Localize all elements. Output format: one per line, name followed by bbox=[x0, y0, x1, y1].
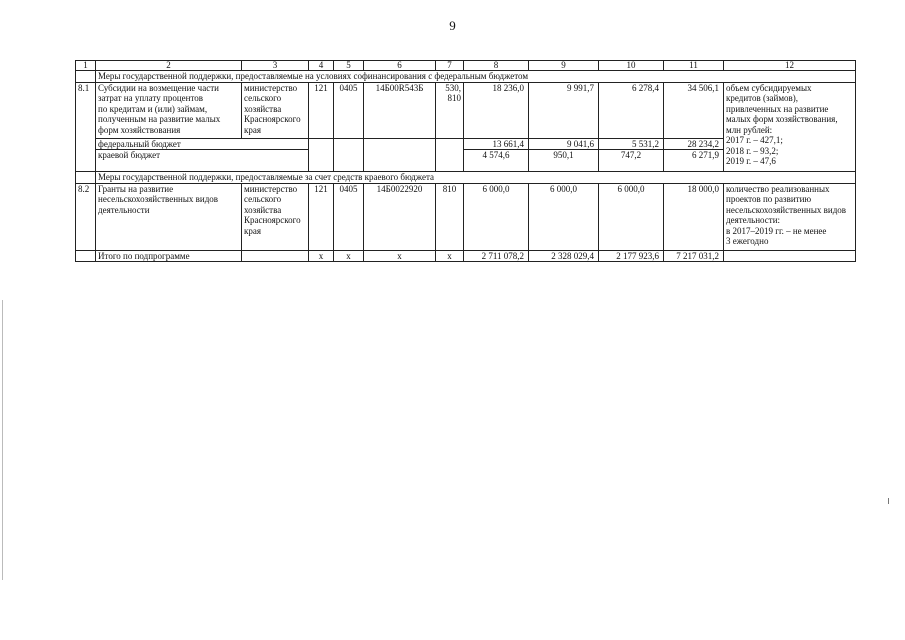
page-number: 9 bbox=[449, 18, 456, 33]
value-2019: 6 278,4 bbox=[599, 82, 664, 138]
expected-result: количество реализованных проектов по развитию несельскохозяйственных видов деятельности: в 2017–2019 гг. – не менее 3 ежегодно bbox=[724, 183, 856, 250]
section-row bbox=[76, 172, 856, 184]
row-number: 8.1 bbox=[76, 82, 96, 138]
regional-2017: 4 574,6 bbox=[464, 150, 529, 172]
value-total: 18 000,0 bbox=[664, 183, 724, 250]
table-row-8-2 bbox=[76, 183, 856, 250]
federal-2017: 13 661,4 bbox=[464, 138, 529, 150]
federal-total: 28 234,2 bbox=[664, 138, 724, 150]
expected-result: объем субсидируемых кредитов (займов), привлеченных на развитие малых форм хозяйствования, млн рублей: 2017 г. – 427,1; 2018 г. – 93,2; 2019 г. – 47,6 bbox=[724, 82, 856, 172]
scan-dot-mark bbox=[888, 498, 889, 504]
total-x: х bbox=[309, 250, 334, 262]
rzpr-code: 0405 bbox=[334, 183, 364, 250]
total-2019: 2 177 923,6 bbox=[599, 250, 664, 262]
regional-2019: 747,2 bbox=[599, 150, 664, 172]
section-title: Меры государственной поддержки, предоставляемые на условиях софинансирования с федеральным бюджетом bbox=[96, 71, 856, 83]
header-row bbox=[76, 61, 856, 71]
header-cell: 7 bbox=[436, 61, 464, 71]
total-x: х bbox=[364, 250, 436, 262]
header-cell: 11 bbox=[664, 61, 724, 71]
federal-2019: 5 531,2 bbox=[599, 138, 664, 150]
value-2017: 18 236,0 bbox=[464, 82, 529, 138]
value-2019: 6 000,0 bbox=[599, 183, 664, 250]
rzpr-code: 0405 bbox=[334, 82, 364, 138]
table-row-total bbox=[76, 250, 856, 262]
header-cell: 4 bbox=[309, 61, 334, 71]
vr-code: 530, 810 bbox=[436, 82, 464, 138]
regional-total: 6 271,9 bbox=[664, 150, 724, 172]
total-2018: 2 328 029,4 bbox=[529, 250, 599, 262]
section-title: Меры государственной поддержки, предоставляемые за счет средств краевого бюджета bbox=[96, 172, 856, 184]
value-total: 34 506,1 bbox=[664, 82, 724, 138]
csr-code: 14Б0022920 bbox=[364, 183, 436, 250]
program-table bbox=[75, 60, 856, 262]
header-cell: 1 bbox=[76, 61, 96, 71]
measure-name: Гранты на развитие несельскохозяйственных видов деятельности bbox=[96, 183, 242, 250]
value-2018: 6 000,0 bbox=[529, 183, 599, 250]
total-x: х bbox=[436, 250, 464, 262]
grbs-code: 121 bbox=[309, 183, 334, 250]
header-cell: 2 bbox=[96, 61, 242, 71]
header-cell: 12 bbox=[724, 61, 856, 71]
executor: министерство сельского хозяйства Красноярского края bbox=[242, 82, 309, 138]
row-number: 8.2 bbox=[76, 183, 96, 250]
header-cell: 9 bbox=[529, 61, 599, 71]
csr-code: 14Б00R543Б bbox=[364, 82, 436, 138]
header-cell: 3 bbox=[242, 61, 309, 71]
header-cell: 5 bbox=[334, 61, 364, 71]
table-row-8-1 bbox=[76, 82, 856, 138]
executor: министерство сельского хозяйства Красноярского края bbox=[242, 183, 309, 250]
regional-budget-label: краевой бюджет bbox=[96, 150, 309, 172]
grbs-code: 121 bbox=[309, 82, 334, 138]
total-2017: 2 711 078,2 bbox=[464, 250, 529, 262]
scan-edge-mark bbox=[2, 300, 3, 580]
regional-2018: 950,1 bbox=[529, 150, 599, 172]
total-label: Итого по подпрограмме bbox=[96, 250, 242, 262]
federal-2018: 9 041,6 bbox=[529, 138, 599, 150]
vr-code: 810 bbox=[436, 183, 464, 250]
header-cell: 6 bbox=[364, 61, 436, 71]
value-2018: 9 991,7 bbox=[529, 82, 599, 138]
header-cell: 10 bbox=[599, 61, 664, 71]
header-cell: 8 bbox=[464, 61, 529, 71]
section-row bbox=[76, 71, 856, 83]
federal-budget-label: федеральный бюджет bbox=[96, 138, 309, 150]
total-x: х bbox=[334, 250, 364, 262]
measure-name: Субсидии на возмещение части затрат на уплату процентов по кредитам и (или) займам, полученным на развитие малых форм хозяйствования bbox=[96, 82, 242, 138]
total-sum: 7 217 031,2 bbox=[664, 250, 724, 262]
value-2017: 6 000,0 bbox=[464, 183, 529, 250]
